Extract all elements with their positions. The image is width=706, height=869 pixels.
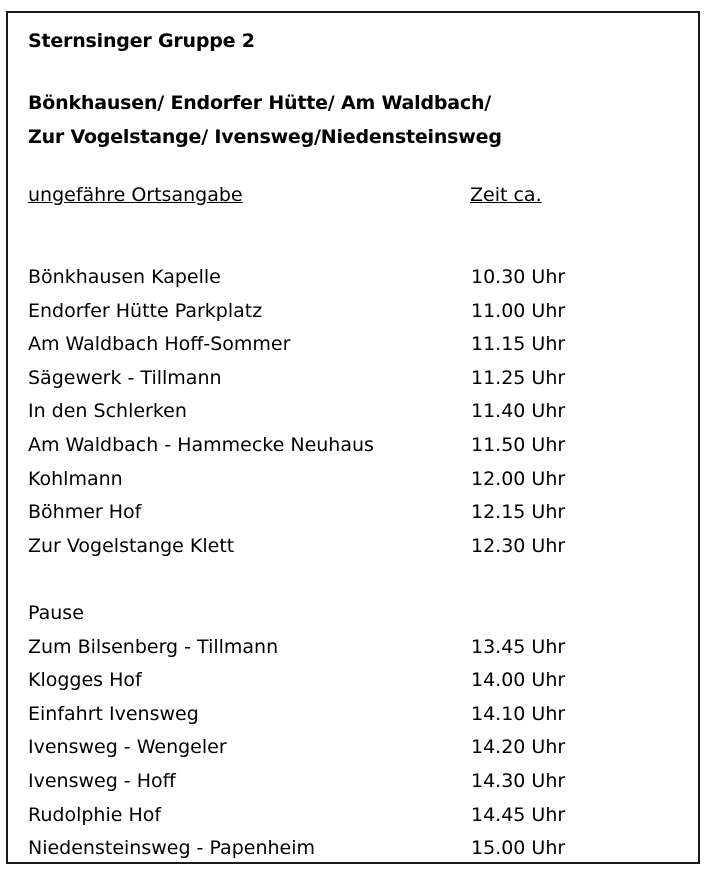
schedule-box [6, 11, 700, 864]
stop-place: Am Waldbach - Hammecke Neuhaus [28, 433, 374, 456]
stop-time: 13.45 Uhr [471, 635, 566, 658]
stop-place: Am Waldbach Hoff-Sommer [28, 333, 291, 356]
stop-place: Kohlmann [28, 467, 123, 490]
stop-place: In den Schlerken [28, 400, 187, 423]
location-column-header: ungefähre Ortsangabe [28, 184, 243, 206]
stop-time: 14.30 Uhr [471, 769, 566, 792]
group-title: Sternsinger Gruppe 2 [28, 30, 255, 52]
stop-time: 14.10 Uhr [471, 702, 566, 725]
stop-time: 12.00 Uhr [471, 467, 566, 490]
stop-place: Zum Bilsenberg - Tillmann [28, 635, 279, 658]
stop-place: Niedensteinsweg - Papenheim [28, 837, 316, 860]
stop-place: Klogges Hof [28, 669, 142, 692]
stop-time: 14.45 Uhr [471, 803, 566, 826]
stop-time: 12.15 Uhr [471, 501, 566, 524]
stop-place: Rudolphie Hof [28, 803, 162, 826]
stop-time: 11.25 Uhr [471, 366, 566, 389]
stop-place: Sägewerk - Tillmann [28, 366, 222, 389]
stop-place: Einfahrt Ivensweg [28, 702, 199, 725]
time-column-header: Zeit ca. [470, 184, 542, 206]
stop-time: 10.30 Uhr [471, 266, 566, 288]
stop-time: 11.00 Uhr [471, 299, 566, 322]
stop-place: Ivensweg - Hoff [28, 769, 176, 792]
stop-place: Böhmer Hof [28, 501, 142, 524]
stop-time: 12.30 Uhr [471, 534, 566, 557]
stop-time: 15.00 Uhr [471, 837, 566, 860]
break-label: Pause [28, 602, 84, 624]
stop-place: Ivensweg - Wengeler [28, 736, 227, 759]
route-line-2: Zur Vogelstange/ Ivensweg/Niedensteinsweg [28, 126, 502, 148]
stop-place: Zur Vogelstange Klett [28, 534, 235, 557]
route-line-1: Bönkhausen/ Endorfer Hütte/ Am Waldbach/ [28, 92, 492, 114]
stop-place: Bönkhausen Kapelle [28, 266, 221, 288]
stop-time: 11.15 Uhr [471, 333, 566, 356]
stop-time: 14.00 Uhr [471, 669, 566, 692]
stop-time: 11.40 Uhr [471, 400, 566, 423]
stop-time: 14.20 Uhr [471, 736, 566, 759]
stop-time: 11.50 Uhr [471, 433, 566, 456]
stop-place: Endorfer Hütte Parkplatz [28, 299, 263, 322]
route-heading [28, 86, 502, 154]
